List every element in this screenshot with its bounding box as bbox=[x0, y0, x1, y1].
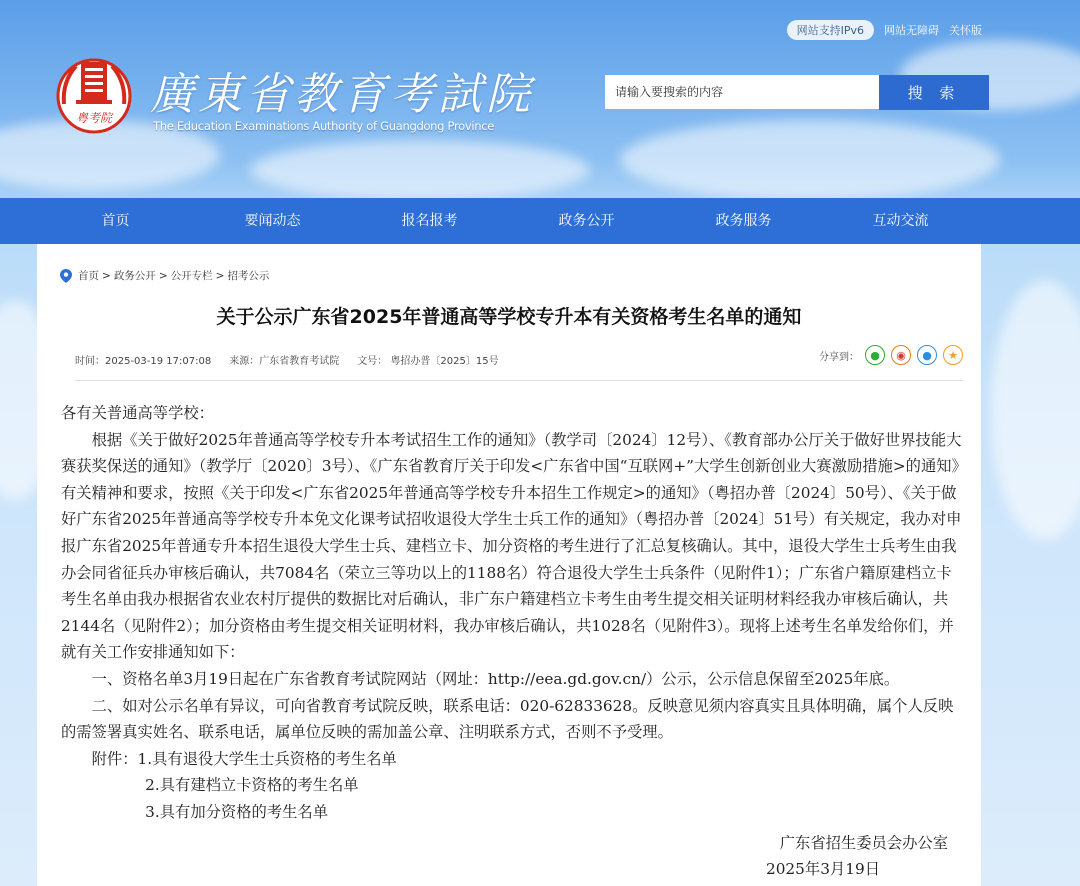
article-meta bbox=[75, 352, 499, 367]
breadcrumb-column[interactable]: 公开专栏 bbox=[170, 270, 213, 282]
article-card bbox=[37, 244, 981, 886]
paragraph: 二、如对公示名单有异议，可向省教育考试院反映，联系电话：020-62833628。反映意见须内容真实且具体明确，属个人反映的需签署真实姓名、联系电话，属单位反映的需加盖公章、注明联系方式，否则不予受理。 bbox=[61, 696, 954, 742]
breadcrumb-gov-affairs[interactable]: 政务公开 bbox=[113, 270, 156, 282]
nav-item-gov-services[interactable]: 政务服务 bbox=[715, 213, 772, 229]
attachments-label: 附件： bbox=[91, 749, 138, 768]
site-subtitle: The Education Examinations Authority of Guangdong Province bbox=[153, 119, 495, 133]
location-pin-icon bbox=[60, 269, 72, 283]
article-body bbox=[61, 400, 966, 883]
site-header bbox=[0, 0, 1080, 198]
ipv6-badge: 网站支持IPv6 bbox=[787, 20, 874, 40]
search-button[interactable]: 搜 索 bbox=[879, 75, 989, 110]
wechat-icon[interactable]: ● bbox=[865, 345, 885, 365]
top-links bbox=[787, 20, 982, 40]
article-source: 来源：广东省教育考试院 bbox=[229, 356, 340, 367]
signer: 广东省招生委员会办公室 bbox=[779, 833, 948, 852]
care-mode-link[interactable]: 关怀版 bbox=[949, 24, 982, 37]
emblem-logo-icon[interactable] bbox=[54, 52, 134, 140]
salutation: 各有关普通高等学校： bbox=[61, 404, 214, 422]
breadcrumb-separator: > bbox=[102, 269, 111, 282]
meta-divider bbox=[75, 380, 963, 381]
accessibility-link[interactable]: 网站无障碍 bbox=[884, 24, 939, 37]
paragraph: 一、资格名单3月19日起在广东省教育考试院网站（网址：http://eea.gd.gov.cn/）公示，公示信息保留至2025年底。 bbox=[91, 669, 900, 688]
nav-item-home[interactable]: 首页 bbox=[101, 213, 130, 229]
search-box bbox=[605, 75, 989, 110]
breadcrumb bbox=[60, 268, 269, 283]
document-number: 文号： 粤招办普〔2025〕15号 bbox=[357, 356, 499, 367]
sign-date: 2025年3月19日 bbox=[765, 860, 880, 879]
breadcrumb-current[interactable]: 招考公示 bbox=[227, 270, 270, 282]
breadcrumb-separator: > bbox=[158, 269, 168, 282]
nav-item-news[interactable]: 要闻动态 bbox=[244, 213, 301, 229]
nav-item-gov-affairs[interactable]: 政务公开 bbox=[558, 213, 615, 229]
share-bar bbox=[819, 345, 963, 365]
site-title: 廣東省教育考試院 bbox=[150, 69, 534, 120]
attachment-link-2[interactable]: 2.具有建档立卡资格的考生名单 bbox=[145, 776, 359, 795]
nav-item-registration[interactable]: 报名报考 bbox=[401, 213, 458, 229]
publish-time: 时间：2025-03-19 17:07:08 bbox=[75, 356, 212, 367]
paragraph: 根据《关于做好2025年普通高等学校专升本考试招生工作的通知》（教学司〔2024〕12号）、《教育部办公厅关于做好世界技能大赛获奖保送的通知》（教学厅〔2020〕3号）、《广东省教育厅关于印发<广东省中国“互联网+”大学生创新创业大赛激励措施>的通知》有关精神和要求，按照《关于印发<广东省2025年普通高等学校专升本招生工作规定>的通知》（粤招办普〔2024〕50号）、《关于做好广东省2025年普通高等学校专升本免文化课考试招收退役大学生士兵工作的通知》（粤招办普〔2024〕51号）有关规定，我办对申报广东省2025年普通专升本招生退役大学生士兵、建档立卡、加分资格的考生进行了汇总复核确认。其中，退役大学生士兵考生由我办会同省征兵办审核后确认，共7084名（荣立三等功以上的1188名）符合退役大学生士兵条件（见附件1）；广东省户籍原建档立卡考生名单由我办根据省农业农村厅提供的数据比对后确认，非广东户籍建档立卡考生由考生提交相关证明材料经我办审核后确认，共2144名（见附件2）；加分资格由考生提交相关证明材料，我办审核后确认，共1028名（见附件3）。现将上述考生名单发给你们，并就有关工作安排通知如下： bbox=[61, 430, 962, 662]
qq-icon[interactable]: ● bbox=[917, 345, 937, 365]
emblem-text: 粤考院 bbox=[75, 111, 113, 125]
share-label: 分享到： bbox=[819, 351, 859, 363]
breadcrumb-home[interactable]: 首页 bbox=[78, 270, 99, 282]
breadcrumb-separator: > bbox=[215, 269, 225, 282]
qzone-icon[interactable]: ★ bbox=[943, 345, 963, 365]
main-nav bbox=[0, 198, 1080, 244]
attachment-link-3[interactable]: 3.具有加分资格的考生名单 bbox=[145, 802, 329, 821]
search-input[interactable] bbox=[605, 75, 879, 109]
weibo-icon[interactable]: ◉ bbox=[891, 345, 911, 365]
attachment-row bbox=[61, 746, 966, 773]
article-title: 关于公示广东省2025年普通高等学校专升本有关资格考生名单的通知 bbox=[216, 306, 802, 328]
attachment-link-1[interactable]: 1.具有退役大学生士兵资格的考生名单 bbox=[137, 749, 397, 768]
nav-item-interaction[interactable]: 互动交流 bbox=[872, 213, 929, 229]
